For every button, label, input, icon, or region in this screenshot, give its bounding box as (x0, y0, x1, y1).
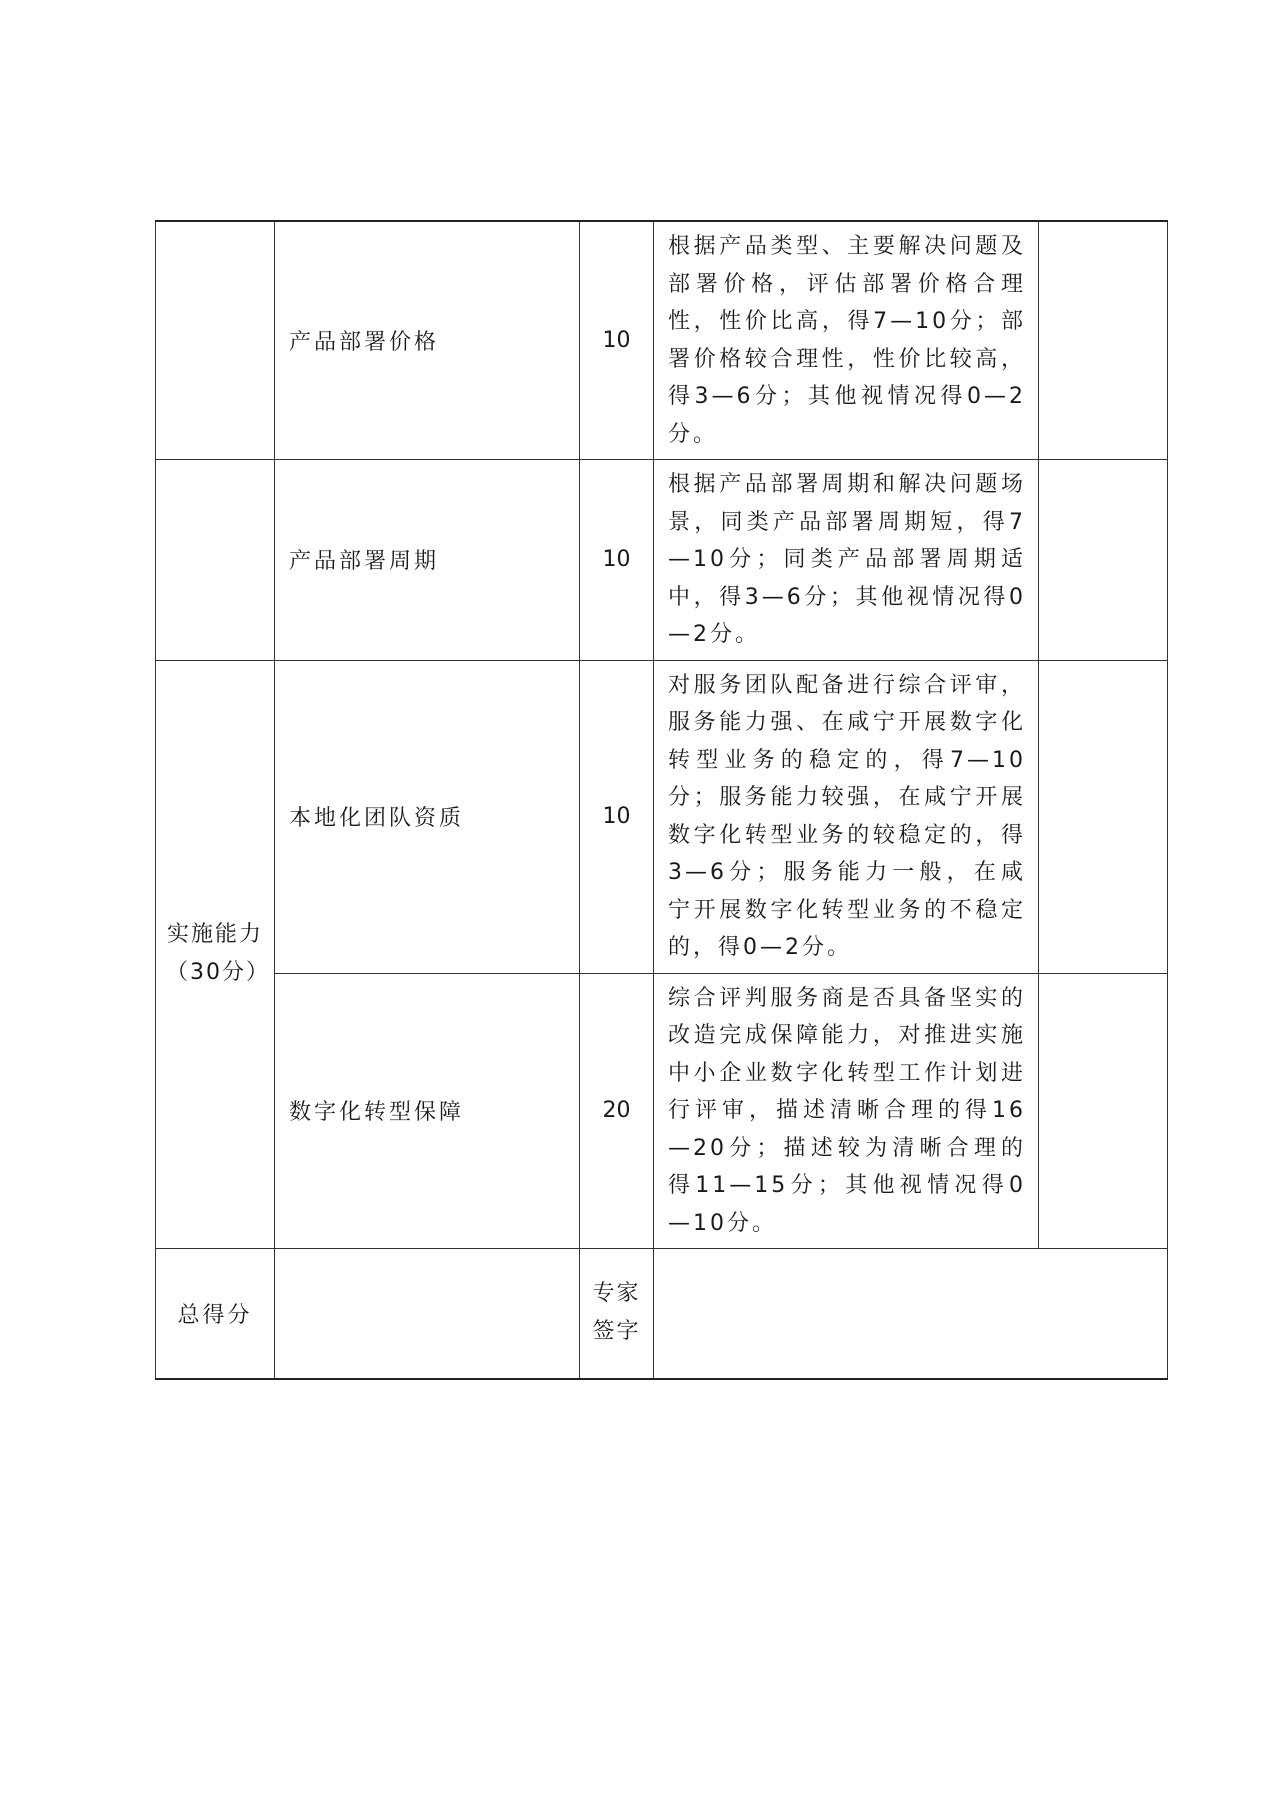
signature-field[interactable] (654, 1249, 1168, 1379)
item-score: 10 (580, 221, 654, 460)
category-label: 实施能力（30分） (166, 922, 270, 986)
table-row (156, 460, 1168, 661)
table-row (156, 660, 1168, 973)
scoring-criteria: 根据产品部署周期和解决问题场景，同类产品部署周期短，得7—10分；同类产品部署周期适中，得3—6分；其他视情况得0—2分。 (654, 460, 1039, 661)
score-input-cell[interactable] (1039, 460, 1168, 661)
category-cell (156, 660, 275, 1249)
category-cell-empty (156, 460, 275, 661)
footer-row (156, 1249, 1168, 1379)
score-input-cell[interactable] (1039, 221, 1168, 460)
scoring-criteria: 综合评判服务商是否具备坚实的改造完成保障能力，对推进实施中小企业数字化转型工作计划进行评审，描述清晰合理的得16—20分；描述较为清晰合理的得11—15分；其他视情况得0—10分。 (654, 973, 1039, 1249)
score-input-cell[interactable] (1039, 973, 1168, 1249)
item-score: 20 (580, 973, 654, 1249)
table-row (156, 973, 1168, 1249)
total-score-field[interactable] (275, 1249, 580, 1379)
item-name: 产品部署价格 (275, 221, 580, 460)
item-score: 10 (580, 460, 654, 661)
scoring-table (155, 220, 1168, 1380)
item-name: 数字化转型保障 (275, 973, 580, 1249)
table-row (156, 221, 1168, 460)
category-cell-empty (156, 221, 275, 460)
item-name: 本地化团队资质 (275, 660, 580, 973)
scoring-criteria: 根据产品类型、主要解决问题及部署价格，评估部署价格合理性，性价比高，得7—10分；部署价格较合理性，性价比较高，得3—6分；其他视情况得0—2分。 (654, 221, 1039, 460)
item-name: 产品部署周期 (275, 460, 580, 661)
scoring-criteria: 对服务团队配备进行综合评审，服务能力强、在咸宁开展数字化转型业务的稳定的，得7—10分；服务能力较强，在咸宁开展数字化转型业务的较稳定的，得3—6分；服务能力一般，在咸宁开展数字化转型业务的不稳定的，得0—2分。 (654, 660, 1039, 973)
score-input-cell[interactable] (1039, 660, 1168, 973)
item-score: 10 (580, 660, 654, 973)
signature-label-cell (580, 1249, 654, 1379)
signature-label: 专家签字 (592, 1281, 641, 1345)
total-score-label: 总得分 (156, 1249, 275, 1379)
